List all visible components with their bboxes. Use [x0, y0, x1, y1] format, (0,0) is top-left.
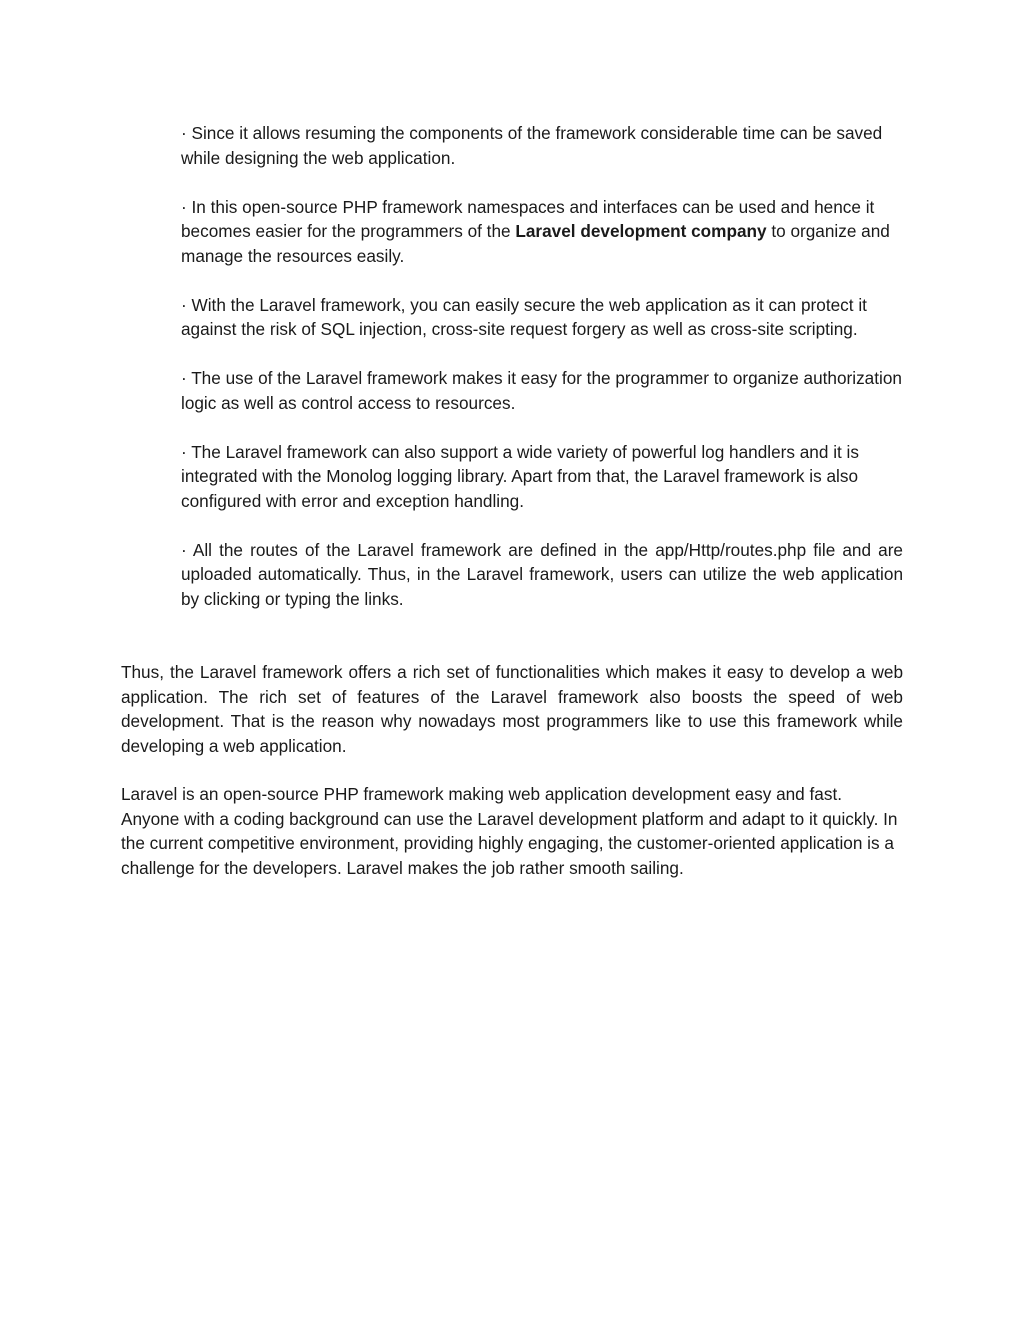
feature-bullet-list	[181, 121, 903, 636]
summary-paragraph: Thus, the Laravel framework offers a rich set of functionalities which makes it easy to develop a web application. The rich set of features of the Laravel framework also boosts the speed of web development. That is the reason why nowadays most programmers like to use this framework while developing a web application.	[121, 662, 903, 756]
bullet-item-namespaces	[181, 195, 903, 269]
bullet-item-logging: · The Laravel framework can also support a wide variety of powerful log handlers and it is integrated with the Monolog logging library. Apart from that, the Laravel framework is also configured with error and exception handling.	[181, 441, 859, 511]
bullet-item-routes: · All the routes of the Laravel framework are defined in the app/Http/routes.php file and are uploaded automatically. Thus, in the Laravel framework, users can utilize the web application by clicking or typing the links.	[181, 539, 903, 609]
bullet-item-security: · With the Laravel framework, you can easily secure the web application as it can protect it against the risk of SQL injection, cross-site request forgery as well as cross-site scripting.	[181, 294, 867, 339]
bullet-text-after: to organize and manage the resources easily.	[181, 221, 890, 266]
closing-paragraph: Laravel is an open-source PHP framework making web application development easy and fast. Anyone with a coding background can use the Laravel development platform and adapt to it quickly. In the current competitive environment, providing highly engaging, the customer-oriented application is a challenge for the developers. Laravel makes the job rather smooth sailing.	[121, 784, 898, 878]
bullet-item-authorization: · The use of the Laravel framework makes it easy for the programmer to organize authorization logic as well as control access to resources.	[181, 368, 902, 413]
bullet-text-before: · In this open-source PHP framework namespaces and interfaces can be used and hence it becomes easier for the programmers of the	[181, 196, 875, 241]
bullet-item-reuse-components: · Since it allows resuming the components of the framework considerable time can be saved while designing the web application.	[181, 123, 883, 168]
bold-company-name: Laravel development company	[515, 221, 767, 241]
